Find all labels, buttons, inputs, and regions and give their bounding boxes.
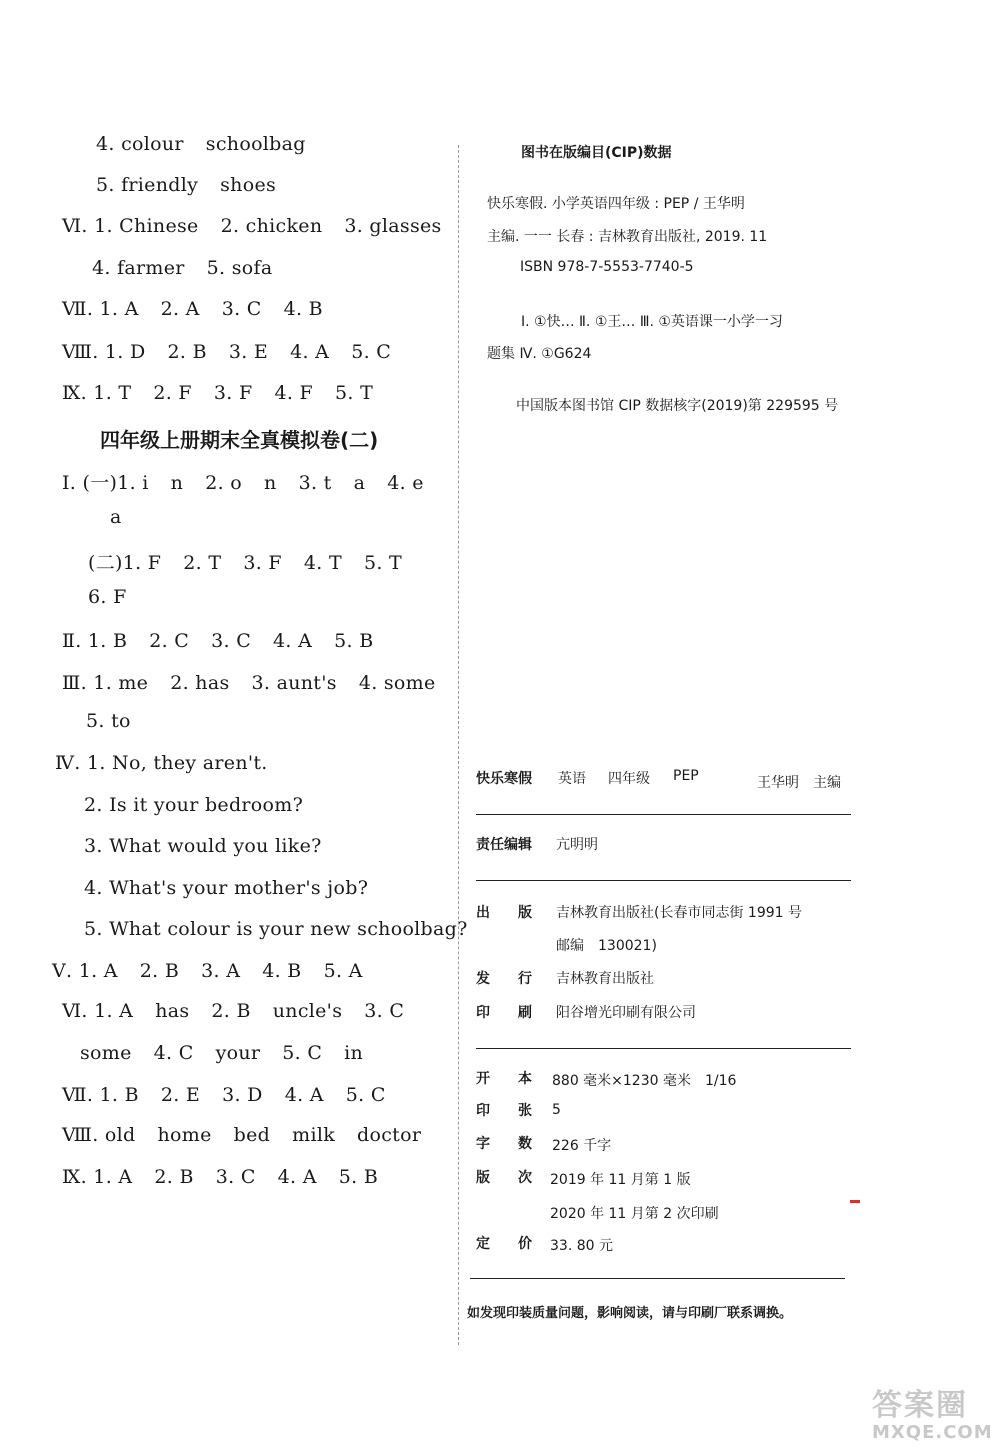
publisher-value-2: 邮编 130021) bbox=[556, 938, 657, 954]
rule-2 bbox=[476, 880, 851, 881]
cip-title: 图书在版编目(CIP)数据 bbox=[521, 145, 672, 161]
answer-item: 4. A bbox=[290, 341, 330, 363]
rule-1 bbox=[476, 814, 851, 815]
answer-item: 5. B bbox=[334, 630, 374, 652]
answer-item: has bbox=[155, 1000, 190, 1022]
editor-value: 亢明明 bbox=[556, 837, 598, 853]
answer-item: 3. t bbox=[298, 472, 332, 494]
answer-item: 3. C bbox=[215, 1166, 256, 1188]
answer-item: 5. T bbox=[363, 552, 402, 574]
answer-item: 3. aunt's bbox=[251, 672, 337, 694]
answer-item: 3. C bbox=[364, 1000, 405, 1022]
answer-item: 3. E bbox=[228, 341, 269, 363]
answer-line bbox=[88, 586, 127, 608]
answer-item: 2. B bbox=[154, 1166, 194, 1188]
price-label: 定 价 bbox=[476, 1236, 532, 1252]
answer-item: 4. T bbox=[303, 552, 342, 574]
editor-label: 责任编辑 bbox=[476, 837, 532, 853]
answer-item: 5. A bbox=[323, 960, 363, 982]
book-series: 快乐寒假 bbox=[476, 771, 532, 787]
answer-line bbox=[62, 1124, 421, 1146]
answer-item: 2. chicken bbox=[220, 215, 323, 237]
words-value: 226 千字 bbox=[552, 1138, 612, 1154]
answer-item: Ⅲ. 1. me bbox=[62, 672, 149, 694]
answer-item: 4. some bbox=[358, 672, 436, 694]
answer-item: Ⅷ. old bbox=[62, 1124, 136, 1146]
answer-line bbox=[92, 257, 272, 279]
answer-item: Ⅵ. 1. A bbox=[62, 1000, 134, 1022]
rule-3 bbox=[476, 1048, 851, 1049]
publisher-label: 出 版 bbox=[476, 905, 532, 921]
book-grade: 四年级 bbox=[608, 771, 650, 787]
answer-line bbox=[80, 1042, 363, 1064]
answer-line bbox=[62, 1166, 378, 1188]
answer-item: 5. C bbox=[345, 1084, 386, 1106]
answer-line bbox=[84, 794, 303, 816]
answer-item: 5. friendly bbox=[96, 174, 199, 196]
sheets-value: 5 bbox=[552, 1102, 561, 1118]
answer-item: 2. has bbox=[170, 672, 230, 694]
answer-item: some bbox=[80, 1042, 132, 1064]
answer-item: 2. T bbox=[183, 552, 222, 574]
answer-item: Ⅸ. 1. T bbox=[62, 382, 132, 404]
answer-line bbox=[52, 960, 363, 982]
book-subject: 英语 bbox=[558, 771, 586, 787]
cip-line-1: 快乐寒假. 小学英语四年级 : PEP / 王华明 bbox=[487, 196, 745, 212]
answer-line bbox=[62, 1000, 404, 1022]
answer-item: 5. C bbox=[351, 341, 392, 363]
answer-line bbox=[62, 630, 373, 652]
cip-line-2: 主编. 一一 长春 : 吉林教育出版社, 2019. 11 bbox=[487, 229, 768, 245]
book-edition: PEP bbox=[673, 768, 699, 784]
answer-item: 3. C bbox=[211, 630, 252, 652]
answer-item: Ⅸ. 1. A bbox=[62, 1166, 133, 1188]
answer-item: Ⅱ. 1. B bbox=[62, 630, 128, 652]
words-label: 字 数 bbox=[476, 1136, 532, 1152]
answer-item: 3. A bbox=[201, 960, 241, 982]
answer-item: n bbox=[264, 472, 277, 494]
answer-item: 4. B bbox=[283, 298, 323, 320]
answer-item: 3. glasses bbox=[344, 215, 442, 237]
answer-item: 4. C bbox=[153, 1042, 194, 1064]
answer-line bbox=[62, 298, 323, 320]
answer-item: 4. A bbox=[273, 630, 313, 652]
distributor-label: 发 行 bbox=[476, 971, 532, 987]
answer-item: (二)1. F bbox=[88, 552, 162, 574]
quality-notice: 如发现印装质量问题，影响阅读，请与印刷厂联系调换。 bbox=[467, 1306, 793, 1321]
answer-item: 2. Is it your bedroom? bbox=[84, 794, 304, 816]
answer-item: home bbox=[157, 1124, 212, 1146]
rule-4 bbox=[470, 1278, 845, 1279]
cip-line-4: Ⅰ. ①快… Ⅱ. ①王… Ⅲ. ①英语课一小学一习 bbox=[521, 314, 783, 330]
answer-line bbox=[84, 918, 468, 940]
watermark-logo: 答案圈 bbox=[872, 1388, 968, 1423]
answer-item: 5. to bbox=[86, 710, 131, 732]
format-value: 880 毫米×1230 毫米 1/16 bbox=[552, 1073, 737, 1089]
answer-item: schoolbag bbox=[205, 133, 306, 155]
format-label: 开 本 bbox=[476, 1071, 532, 1087]
answer-item: uncle's bbox=[272, 1000, 343, 1022]
printer-value: 阳谷增光印刷有限公司 bbox=[556, 1005, 696, 1021]
answer-line bbox=[62, 1084, 386, 1106]
answer-line bbox=[96, 133, 306, 155]
answer-item: Ⅶ. 1. A bbox=[62, 298, 139, 320]
answer-item: 3. C bbox=[221, 298, 262, 320]
answer-item: 5. B bbox=[338, 1166, 379, 1188]
answer-item: Ⅰ. (一)1. i bbox=[62, 472, 149, 494]
edition-label: 版 次 bbox=[476, 1170, 532, 1186]
answer-item: 2. o bbox=[205, 472, 243, 494]
answer-line bbox=[62, 215, 442, 237]
answer-item: 5. T bbox=[335, 382, 374, 404]
answer-item: 3. What would you like? bbox=[84, 835, 322, 857]
answer-line bbox=[62, 382, 373, 404]
answer-item: 5. C bbox=[282, 1042, 323, 1064]
answer-item: 5. sofa bbox=[206, 257, 273, 279]
answer-item: a bbox=[110, 506, 122, 528]
answer-item: 4. F bbox=[274, 382, 314, 404]
edition-value-2: 2020 年 11 月第 2 次印刷 bbox=[550, 1206, 719, 1222]
red-mark bbox=[850, 1200, 860, 1203]
answer-item: 3. F bbox=[213, 382, 253, 404]
answer-item: Ⅷ. 1. D bbox=[62, 341, 146, 363]
answer-item: n bbox=[170, 472, 184, 494]
answer-item: 2. A bbox=[160, 298, 200, 320]
column-divider bbox=[458, 145, 459, 1345]
answer-item: Ⅳ. 1. No, they aren't. bbox=[55, 752, 268, 774]
answer-item: in bbox=[344, 1042, 364, 1064]
sheets-label: 印 张 bbox=[476, 1103, 532, 1119]
publisher-value-1: 吉林教育出版社(长春市同志街 1991 号 bbox=[556, 905, 802, 921]
answer-item: 2. B bbox=[211, 1000, 251, 1022]
answer-item: your bbox=[215, 1042, 261, 1064]
watermark-url: MXQE.COM bbox=[872, 1422, 993, 1443]
answer-line bbox=[62, 672, 436, 694]
answer-item: 2. E bbox=[160, 1084, 201, 1106]
answer-item: doctor bbox=[357, 1124, 422, 1146]
answer-item: 4. A bbox=[284, 1084, 324, 1106]
answer-item: 2. C bbox=[149, 630, 190, 652]
cip-line-3: ISBN 978-7-5553-7740-5 bbox=[520, 259, 694, 275]
section-heading: 四年级上册期末全真模拟卷(二) bbox=[100, 428, 379, 452]
answer-item: 4. B bbox=[262, 960, 302, 982]
answer-line bbox=[62, 341, 391, 363]
answer-item: 3. D bbox=[222, 1084, 263, 1106]
answer-item: 5. What colour is your new schoolbag? bbox=[84, 918, 468, 940]
answer-item: 4. colour bbox=[96, 133, 184, 155]
answer-item: 4. What's your mother's job? bbox=[84, 877, 369, 899]
answer-item: shoes bbox=[220, 174, 277, 196]
cip-line-6: 中国版本图书馆 CIP 数据核字(2019)第 229595 号 bbox=[516, 398, 839, 414]
price-value: 33. 80 元 bbox=[550, 1238, 613, 1254]
printer-label: 印 刷 bbox=[476, 1005, 532, 1021]
answer-line bbox=[86, 710, 131, 732]
answer-item: 2. B bbox=[167, 341, 207, 363]
answer-item: 6. F bbox=[88, 586, 127, 608]
cip-line-5: 题集 Ⅳ. ①G624 bbox=[487, 346, 592, 362]
answer-line bbox=[84, 835, 322, 857]
answer-line bbox=[88, 548, 402, 575]
answer-line bbox=[84, 877, 368, 899]
answer-item: a bbox=[353, 472, 366, 494]
answer-item: Ⅶ. 1. B bbox=[62, 1084, 139, 1106]
answer-item: bed bbox=[233, 1124, 271, 1146]
answer-line bbox=[62, 468, 424, 495]
book-author: 王华明 主编 bbox=[757, 775, 841, 791]
answer-line bbox=[110, 506, 122, 528]
answer-item: 4. farmer bbox=[92, 257, 185, 279]
edition-value-1: 2019 年 11 月第 1 版 bbox=[550, 1172, 691, 1188]
answer-line bbox=[55, 752, 268, 774]
answer-line bbox=[96, 174, 276, 196]
answer-item: 4. A bbox=[277, 1166, 317, 1188]
distributor-value: 吉林教育出版社 bbox=[556, 971, 654, 987]
answer-item: milk bbox=[292, 1124, 336, 1146]
answer-item: 4. e bbox=[387, 472, 424, 494]
answer-item: 2. B bbox=[139, 960, 180, 982]
answer-item: 2. F bbox=[153, 382, 192, 404]
answer-item: Ⅴ. 1. A bbox=[52, 960, 118, 982]
answer-item: 3. F bbox=[243, 552, 282, 574]
answer-item: Ⅵ. 1. Chinese bbox=[62, 215, 199, 237]
